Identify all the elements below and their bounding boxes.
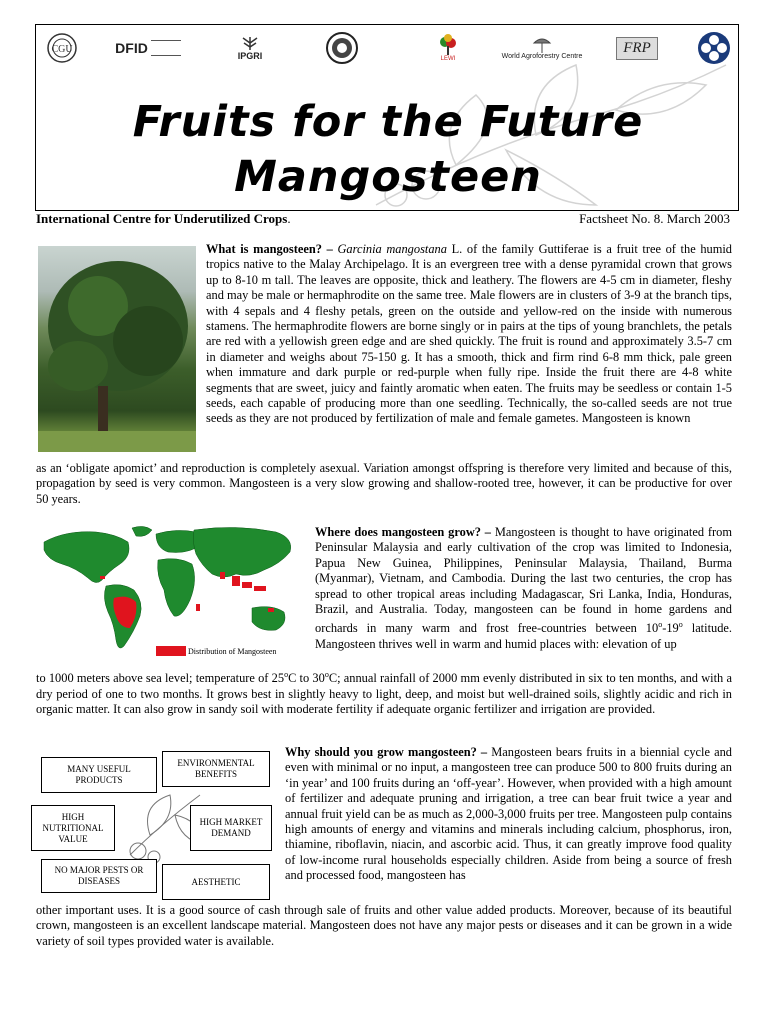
header-box <box>35 24 739 211</box>
environmental-benefits-box: ENVIRONMENTAL BENEFITS <box>162 751 270 787</box>
agroforestry-tree-icon <box>530 37 554 53</box>
why-body: Mangosteen bears fruits in a biennial cycle and even with minimal or no input, a mangosteen tree can produce 500 to 800 fruits during an ‘in year’ and 100 fruits during an ‘off-year’. However, when provided with a high amount of fertilizer and adequate pruning and irrigation, a tree can bear fruit twice a year and annual fruit yield can be as much as 2,000-3,000 fruits per tree. Mangosteen pulp contains high amounts of energy and vitamins and minerals including calcium, phosphorus, iron, thiamine, riboflavin, niacin, and ascorbic acid. Thus, it can greatly improve food quality of low-income rural households especially children. Aside from being a source of fresh and processed food, mangosteen has <box>285 745 732 883</box>
where-latitude-degree-2: o <box>678 620 683 630</box>
where-body-a: Mangosteen is thought to have originated from Peninsular Malaysia and early cultivation of the crop was limited to Indonesia, Papua New Guinea, Philippines, Peninsular Malaysia, Thailand, Burma (Myanmar), Vietnam, and Cambodia. During the last two centuries, the crop has spread to other tropical areas including Madagascar, Sri Lanka, India, Honduras, Brazil, and Australia. Today, mangosteen can be found in home gardens and orchards in many warm and frost free-countries between 10 <box>315 525 733 636</box>
why-paragraph-continued <box>36 903 732 949</box>
emblem-logo <box>322 31 362 65</box>
partner-logos <box>36 29 739 69</box>
world-agroforestry-logo <box>492 31 592 65</box>
what-paragraph <box>206 242 732 427</box>
where-paragraph-continued <box>36 667 732 717</box>
what-body-continued: as an ‘obligate apomict’ and reproduction is completely asexual. Variation amongst offspring is therefore very limited and because of this, propagation by seed is very common. Mangosteen is a very slow growing and shallow-rooted tree, however, it can be productive for over 50 years. <box>36 461 732 506</box>
no-major-pests-box: NO MAJOR PESTS OR DISEASES <box>41 859 157 893</box>
what-paragraph-continued <box>36 461 732 507</box>
many-useful-products-box: MANY USEFUL PRODUCTS <box>41 757 157 793</box>
why-heading: Why should you grow mangosteen? – <box>285 745 488 759</box>
where-paragraph <box>315 525 732 652</box>
tree-logo <box>430 31 466 65</box>
ipgri-logo <box>230 31 270 65</box>
frp-logo <box>610 31 664 65</box>
mangosteen-tree-photo <box>38 246 196 452</box>
what-body: L. of the family Guttiferae is a fruit tree of the humid tropics native to the Malay Archipelago. It is an evergreen tree with a dense pyramidal crown that grows up to 8-10 m tall. The leaves are opposite, thick and leathery. The flowers are 4-5 cm in diameter, fleshy and may be male or hermaphrodite on the same tree. Male flowers are in clusters of 3-9 at the branch tips, with 4 sepals and 4 fleshy petals, green on the outside and yellow-red on the inside with numerous stamens. The hermaphrodite flowers are borne singly or in pairs at the tips of young branchlets, the petals are red with a yellowish green edge and are shed quickly. The fruit is round and approximately 3.5-7 cm in diameter and weighs about 75-150 g. It has a smooth, thick and firm rind 6-8 mm thick, pale green when immature and dark purple or red-purple when fully ripe. Inside the fruit there are 4-8 white segments that are sweet, juicy and faintly aromatic when eaten. The fruits may be seedless or contain 1-5 seeds, each capable of producing more than one seedling. Technically, the so-called seeds are not true seeds as they are not produced by fertilization of male and female gametes. Mangosteen is known <box>206 242 732 426</box>
tree-icon <box>437 34 459 56</box>
organization-name <box>36 211 291 227</box>
dfid-logo-text: DFID <box>115 40 148 56</box>
dfid-tagline-graphic <box>151 40 181 56</box>
ipgri-logo-text: IPGRI <box>237 51 263 61</box>
frp-logo-text: FRP <box>616 37 658 60</box>
organization-name-suffix: . <box>287 211 291 226</box>
where-heading: Where does mangosteen grow? – <box>315 525 492 539</box>
high-nutritional-value-box: HIGH NUTRITIONAL VALUE <box>31 805 115 851</box>
what-heading: What is mangosteen? – <box>206 242 333 256</box>
where-body-b: -19 <box>662 621 679 636</box>
tree-logo-text: LEWI <box>440 56 456 62</box>
aesthetic-box: AESTHETIC <box>162 864 270 900</box>
factsheet-number: Factsheet No. 8. March 2003 <box>579 211 730 226</box>
where-body-c: latitude. Mangosteen thrives well in warm and humid places with: elevation of up <box>315 621 733 651</box>
cgu-logo-text: CGU <box>51 44 73 55</box>
species-name: Garcinia mangostana <box>337 242 447 256</box>
temp-degree-2: o <box>324 670 329 679</box>
map-legend-swatch <box>156 646 186 656</box>
world-distribution-map <box>36 520 304 662</box>
where-latitude-degree-1: o <box>658 620 663 630</box>
organization-name-text: International Centre for Underutilized Crops <box>36 211 288 226</box>
temp-degree-1: o <box>284 670 289 679</box>
why-paragraph <box>285 745 732 884</box>
ipgri-leaf-icon <box>238 35 262 51</box>
flower-logo <box>696 31 732 65</box>
benefits-diagram <box>30 745 280 905</box>
why-body-continued: other important uses. It is a good source of cash through sale of fruits and other value added products. Moreover, because of its beautiful crown, mangosteen is an excellent landscape material. Mangosteen does not have any major pests or diseases and it can be grown in a wide variety of soil types provided water is available. <box>36 903 732 948</box>
cgu-logo <box>40 31 84 65</box>
world-agroforestry-text: World Agroforestry Centre <box>501 52 583 60</box>
where-cont-c: C; annual rainfall of 2000 mm evenly distributed in six to ten months, and with a dry period of one to two months. It grows best in slightly heavy to light, deep, and moist but well-drained soils, slightly acidic and rich in organic matter. It can also grow in sandy soil with moderate fertility if adequate organic fertilizer and irrigation are provided. <box>36 671 732 716</box>
where-cont-b: C to 30 <box>288 671 325 686</box>
title-line-2: Mangosteen <box>234 152 542 202</box>
map-landmasses <box>44 526 291 648</box>
map-legend-label: Distribution of Mangosteen <box>188 647 277 656</box>
high-market-demand-box: HIGH MARKET DEMAND <box>190 805 272 851</box>
where-cont-a: to 1000 meters above sea level; temperature of 25 <box>36 671 285 686</box>
dfid-logo <box>108 31 188 65</box>
title-line-1: Fruits for the Future <box>132 97 644 147</box>
